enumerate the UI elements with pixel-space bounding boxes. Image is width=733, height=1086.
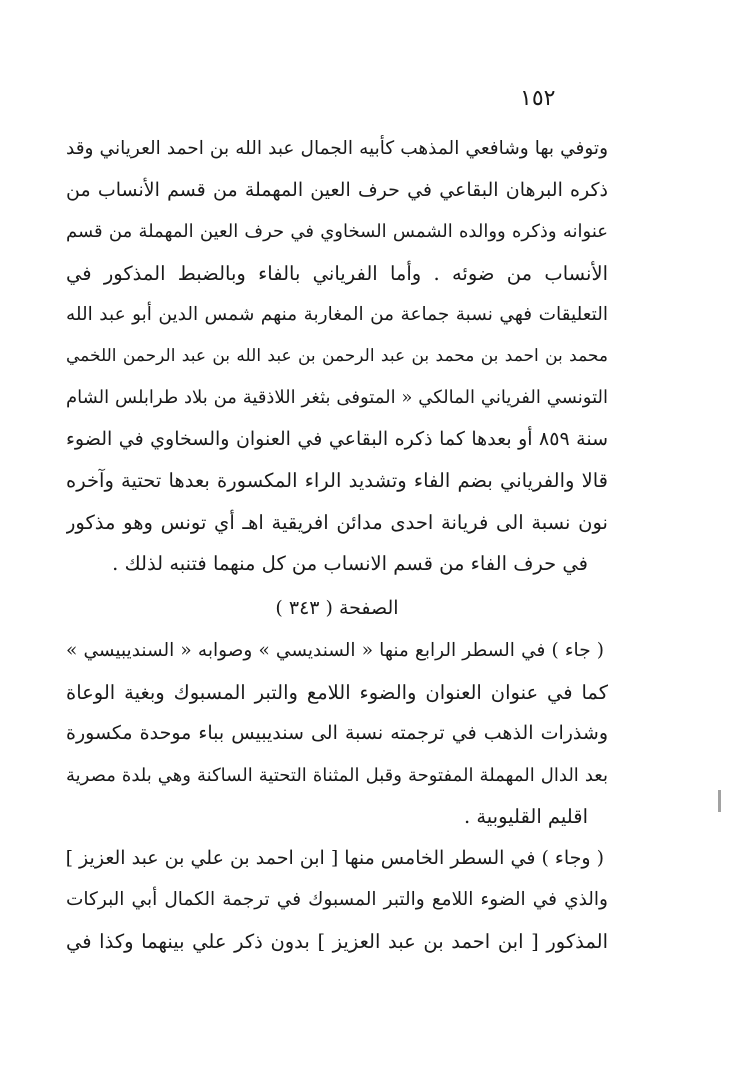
text-line: في حرف الفاء من قسم الانساب من كل منهما فتنبه لذلك . [112,552,588,575]
text-line: ( وجاء ) في السطر الخامس منها [ ابن احمد بن علي بن عبد العزيز ] [66,846,604,869]
text-line: وشذرات الذهب في ترجمته نسبة الى سنديبيس بباء موحدة مكسورة [66,722,608,744]
paragraph-1 [66,128,608,585]
text-line: قالا والفرياني بضم الفاء وتشديد الراء المكسورة بعدها تحتية وآخره [66,469,608,492]
text-line: وتوفي بها وشافعي المذهب كأبيه الجمال عبد الله بن احمد العرياني وقد [66,138,608,159]
text-line: عنوانه وذكره ووالده الشمس السخاوي في حرف العين المهملة من قسم [66,221,608,242]
text-line: سنة ٨٥٩ أو بعدها كما ذكره البقاعي في العنوان والسخاوي في الضوء [66,427,608,450]
text-line: ( جاء ) في السطر الرابع منها « السنديسي » وصوابه « السنديبيسي » [66,640,604,661]
text-line: التونسي الفرياني المالكي « المتوفى بثغر اللاذقية من بلاد طرابلس الشام [66,387,608,408]
text-line: المذكور [ ابن احمد بن عبد العزيز ] بدون ذكر علي بينهما وكذا في [66,929,608,953]
text-line: اقليم القليوبية . [463,805,588,828]
text-line: نون نسبة الى فريانة احدى مدائن افريقية اهـ أي تونس وهو مذكور [66,510,608,534]
section-heading: الصفحة ( ٣٤٣ ) [275,597,399,619]
text-line: التعليقات فهي نسبة جماعة من المغاربة منهم شمس الدين أبو عبد الله [66,304,608,325]
paragraph-2 [66,630,608,962]
text-line: بعد الدال المهملة المفتوحة وقبل المثناة التحتية الساكنة وهي بلدة مصرية [66,764,608,786]
page-number: ١٥٢ [520,86,556,111]
text-line: الأنساب من ضوئه . وأما الفرياني بالفاء وبالضبط المذكور في [66,261,608,285]
scan-edge-mark [718,790,721,812]
text-line: ذكره البرهان البقاعي في حرف العين المهملة من قسم الأنساب من [66,178,608,201]
text-line: والذي في الضوء اللامع والتبر المسبوك في ترجمة الكمال أبي البركات [66,889,608,910]
text-line: محمد بن احمد بن محمد بن عبد الرحمن بن عبد الله بن عبد الرحمن اللخمي [66,345,608,366]
text-line: كما في عنوان العنوان والضوء اللامع والتبر المسبوك وبغية الوعاة [66,680,608,704]
